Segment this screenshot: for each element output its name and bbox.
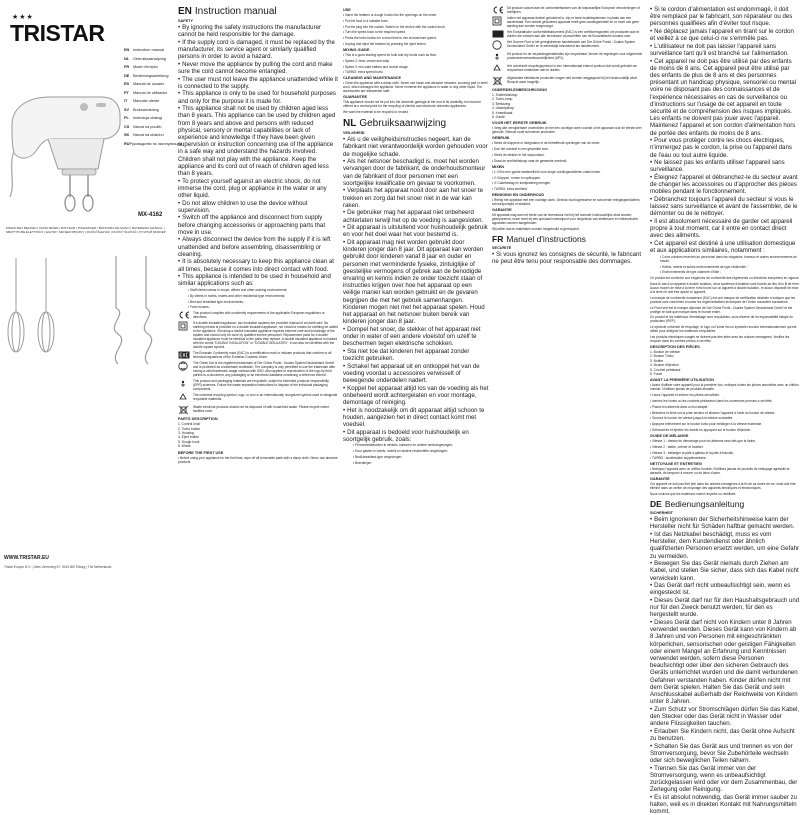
- safety-item: • Beim Ignorieren der Sicherheitshinweise kann der Hersteller nicht für Schäden haftbar gemacht werden.: [650, 516, 800, 530]
- safety-item: • Het is noodzakelijk om dit apparaat altijd schoon te houden, aangezien het in direct contact komt met voedsel.: [343, 407, 489, 429]
- language-entry: [124, 123, 172, 132]
- parts-list: [178, 422, 338, 448]
- part-item: 1. Control knob: [178, 422, 201, 427]
- safety-item: • Dieses Gerät darf nur für den Haushaltsgebrauch und nur für den Zweck benutzt werden, für den es hergestellt wurde.: [650, 597, 800, 619]
- safety-item: • This appliance shall not be used by children aged less than 8 years. This appliance can be used by children aged from 8 years and above and persons with reduced physical, sensory or mental capabilities or lack of experience and knowledge if they have been given supervision or instruction concerning use of the appliance in a safe way and understand the hazards involved. Children shall not play with the appliance. Keep the appliance and its cord out of reach of children aged less than 8 years.: [178, 105, 338, 177]
- symbol-text: Afgedankte elektrische producten mogen niet worden weggegooid bij het huishoudelijk afval. Recycle waar mogelijk.: [507, 76, 638, 84]
- mixing-step: • Vitesse 2 : battre, crémer et fouetter.: [650, 445, 800, 449]
- use-environment: • Bed&breakfast-type omgevingen;: [343, 455, 489, 459]
- use-step: • Débranchez et éjectez les fouets en appuyant sur le bouton d'éjection.: [650, 428, 800, 432]
- eac-mark-icon: [492, 30, 504, 38]
- safety-item: • If the supply cord is damaged, it must be replaced by the manufacturer, its service agent or similarly qualified persons in order to avoid a hazard.: [178, 39, 338, 61]
- safety-item: • De gebruiker mag het apparaat niet onbeheerd achterlaten terwijl het op de voeding is aangesloten.: [343, 209, 489, 223]
- safety-item: • By ignoring the safety instructions the manufacturer cannot be held responsible for the damage.: [178, 24, 338, 38]
- safety-item: • Bewegen Sie das Gerät niemals durch Ziehen am Kabel, und stellen Sie sicher, dass sich das Kabel nicht verwickeln kann.: [650, 560, 800, 582]
- mixing-step: • Speed 2: beat, cream and whip.: [343, 59, 489, 63]
- language-code: DE: [124, 73, 130, 78]
- use-step: • Draai de snelheidsknop naar de gewenste snelheid.: [492, 159, 647, 163]
- cleaning-heading: REINIGING EN ONDERHOUD: [492, 193, 545, 198]
- before-first-use-text: • Before using your appliance for the first time, wipe off all removable parts with a damp cloth. Never use abrasive products.: [178, 456, 338, 464]
- use-environment: • Hôtels, motels et autres environnements de type résidentiel ;: [650, 265, 800, 269]
- safety-item: • The user must not leave the appliance unattended while it is connected to the supply.: [178, 76, 338, 90]
- parts-list: [492, 93, 647, 119]
- language-entry: [124, 46, 172, 55]
- section-code: DE: [650, 499, 662, 510]
- safety-item: • This appliance is intended to be used in household and similar applications such as:: [178, 273, 338, 287]
- safety-heading: SÉCURITÉ: [492, 246, 512, 251]
- symbol-row: [178, 393, 338, 403]
- safety-item: • Si le cordon d'alimentation est endommagé, il doit être remplacé par le fabricant, son réparateur ou des personnes qualifiées afin d'éviter tout risque.: [650, 6, 800, 28]
- parts-list: [650, 350, 800, 376]
- recycle-icon: [178, 393, 190, 403]
- symbol-text: Indien het apparaat dubbel geïsoleerd is, zijn er twee isolatiesystemen in plaats van een aardedraad. Een dubbel geïsoleerd apparaat heeft geen aardingsmiddel en er moet ook geen aarding aan worden toegevoegd.: [507, 16, 640, 28]
- safety-item: • Cet appareil ne doit pas être utilisé par des enfants de moins de 8 ans. Cet appareil peut être utilisé par des enfants de plus de 8 ans et des personnes présentant un handicap physique, sensoriel ou mental voire ne disposant pas des connaissances et de l'expérience nécessaires en cas de surveillance ou d'instructions sur l'usage de cet appareil en toute sécurité et de compréhension des risques impliqués. Les enfants ne doivent pas jouer avec l'appareil. Maintenez l'appareil et son cordon d'alimentation hors de portée des enfants de moins de 8 ans.: [650, 58, 800, 137]
- weee-bin-icon: [492, 76, 504, 86]
- symbol-row: [492, 76, 647, 86]
- safety-item: • To protect yourself against an electric shock, do not immerse the cord, plug or appliance in the water or any other liquid.: [178, 178, 338, 200]
- language-entry: [124, 55, 172, 64]
- use-environment: • Farm houses.: [178, 305, 338, 309]
- language-code: RU: [124, 141, 130, 146]
- language-code: PT: [124, 90, 129, 95]
- symbol-text: Het Groene Punt is het geregistreerde handelsmerk van Der Grüne Punkt - Duales System Deutschland GmbH en is wereldwijd beschermd als handelsmerk.: [507, 40, 636, 48]
- green-dot-icon: [492, 40, 504, 50]
- symbol-text: Dit product voldoet aan de conformiteitseisen van de toepasselijke Europese verordeningen of richtlijnen.: [507, 6, 640, 14]
- language-name: Manual de usuario: [133, 82, 165, 86]
- model-number: MX-4162: [138, 212, 163, 218]
- language-entry: [124, 131, 172, 140]
- symbol-row: [178, 361, 338, 377]
- use-step: • Appuyez brièvement sur le bouton turbo pour mélanger à la vitesse maximale.: [650, 422, 800, 426]
- use-step: • Doe het voedsel in een geschikte kom.: [492, 147, 647, 151]
- section-title-en: [178, 6, 338, 17]
- guarantee-heading: GUARANTEE: [343, 95, 368, 100]
- language-name: Bruksanvisning: [133, 107, 159, 112]
- green-dot-icon: [178, 361, 190, 371]
- whisk-illustration: [8, 258, 54, 352]
- double-insulation-icon: [492, 16, 504, 26]
- triman-icon: [492, 52, 504, 62]
- cleaning-heading: CLEANING AND MAINTENANCE: [343, 76, 402, 81]
- use-step: • Turn the speed knob to the required speed.: [343, 30, 489, 34]
- part-item: 2. Bouton Turbo: [650, 354, 674, 359]
- part-item: 3. Behuizing: [492, 101, 511, 106]
- safety-item: • Erlauben Sie Kindern nicht, das Gerät ohne Aufsicht zu benutzen.: [650, 728, 800, 742]
- use-environment: • Personeelskeukens in winkels, kantoren en andere werkomgevingen;: [343, 443, 489, 447]
- mixing-step: • TURBO: extra snelheid.: [492, 187, 647, 191]
- symbol-text: Le symbole universel de recyclage, le logo ou l'icône est un symbole reconnu internationalement qui est utilisé pour désigner les matériaux recyclables.: [650, 325, 797, 334]
- safety-item: • It is absolutely necessary to keep this appliance clean at all times, because it comes into direct contact with food.: [178, 258, 338, 272]
- safety-item: • Schakel het apparaat uit en ontkoppel het van de voeding voordat u accessoires verwisselt of bewegende onderdelen nadert.: [343, 363, 489, 385]
- recycle-footer: We want the material to be recycled or reused.: [343, 110, 409, 115]
- use-environment: • By clients in hotels, motels and other residential type environments;: [178, 294, 338, 298]
- safety-item: • Als u de veiligheidsinstructies negeert, kan de fabrikant niet verantwoordelijk worden gehouden voor de mogelijke schade.: [343, 136, 489, 158]
- symbol-text: Dit product en de verpakkingsmaterialen zijn recyclebaar, binnen de regelingen voor uitgebreide producentenverantwoordelijkheid (UPV).: [507, 52, 643, 60]
- section-name: Instruction manual: [194, 6, 277, 17]
- use-environment: • Bed and breakfast type environments;: [178, 300, 338, 304]
- accessories-illustration: [6, 250, 170, 390]
- safety-item: • Sta niet toe dat kinderen het apparaat zonder toezicht gebruiken.: [343, 348, 489, 362]
- use-step: • Unplug and eject the beaters by pressing the eject button.: [343, 42, 489, 46]
- safety-item: • L'utilisateur ne doit pas laisser l'appareil sans surveillance tant qu'il est branché sur l'alimentation.: [650, 43, 800, 57]
- language-index: [124, 46, 182, 148]
- safety-item: • Verplaats het apparaat nooit door aan het snoer te trekken en zorg dat het snoer niet in de war kan raken.: [343, 187, 489, 209]
- language-entry: [124, 97, 172, 106]
- use-step: • Put the food in a suitable bowl.: [343, 19, 489, 23]
- recycle-footer: Wij willen dat de materialen worden hergebruikt of gerecycled.: [492, 227, 580, 232]
- guarantee-text: This appliance should not be put into the domestic garbage at the end of its durability, but must be offered at a central point for the recycling of electric and electronic domestic appliances.: [343, 100, 481, 109]
- language-name: Bedienungsanleitung: [133, 73, 169, 78]
- section-name: Bedienungsanleitung: [664, 499, 745, 510]
- safety-item: • Ne déplacez jamais l'appareil en tirant sur le cordon et veillez à ce que celui-ci ne s'emmêle pas.: [650, 28, 800, 42]
- use-step: • Insert the beaters or dough hooks into the openings on the mixer.: [343, 13, 489, 17]
- symbol-text: Het universele recyclingsymbool is een internationaal erkend symbool dat wordt gebruikt om recyclebare materialen aan te duiden.: [507, 64, 638, 72]
- section-code: NL: [343, 118, 357, 130]
- language-entry: [124, 72, 172, 81]
- mixing-step: • This is a good starting speed for bulk and dry foods such as flour.: [343, 53, 489, 57]
- symbol-text: Les produits électriques usagés ne doivent pas être jetés avec les ordures ménagères. Veuillez les recycler dans les centres prévus à cet effet.: [650, 334, 790, 343]
- part-item: 5. Crochet pétrisseur: [650, 367, 681, 372]
- use-step: • Press the turbo button for a short time to mix at maximum speed.: [343, 36, 489, 40]
- safety-item: • Pour vous protéger contre les chocs électriques, n'immergez pas le cordon, la prise ou l'appareil dans de l'eau ou tout autre liquide.: [650, 137, 800, 159]
- safety-item: • Ne laissez pas les enfants utiliser l'appareil sans surveillance.: [650, 159, 800, 173]
- use-step: • Tournez le bouton de vitesse jusqu'à la vitesse souhaitée.: [650, 416, 800, 420]
- ce-mark-icon: [178, 311, 190, 319]
- before-first-use-heading: AVANT LA PREMIÈRE UTILISATION: [650, 378, 714, 383]
- before-first-use-text: • Avant d'utiliser votre appareil pour la première fois, nettoyez toutes les pièces amovibles avec un chiffon humide. N'utilisez jamais de produits abrasifs.: [650, 383, 800, 391]
- section-title-de: [650, 499, 800, 509]
- company-address: Tristar Europe B.V. | Jules Verneweg 87, 5015 BM Tilburg | The Netherlands: [4, 565, 112, 569]
- use-environment: • Door gasten in hotels, motels en andere residentiële omgevingen;: [343, 449, 489, 453]
- part-item: 2. Turbo-knop: [492, 97, 513, 102]
- safety-item: • Il est absolument nécessaire de garder cet appareil propre à tout moment, car il entre en contact direct avec des aliments.: [650, 218, 800, 240]
- dough-hook-illustration: [114, 256, 151, 364]
- part-item: 2. Turbo button: [178, 426, 201, 431]
- use-environment: • Environnements de type chambre d'hôte ;: [650, 270, 800, 274]
- mixing-guide-heading: MIXING GUIDE: [343, 47, 370, 52]
- recycle-footer: Nous voulons que les matériaux soient recyclés ou réutilisés.: [650, 492, 737, 497]
- part-item: 6. Whisk: [178, 444, 191, 449]
- safety-item: • Schalten Sie das Gerät aus und trennen es von der Stromversorgung, bevor Sie Zubehörteile wechseln oder sich beweglichen Teilen nähern.: [650, 743, 800, 765]
- part-item: 1. Bouton de vitesse: [650, 349, 680, 354]
- mixing-step: • 2: Kloppen, romen en opkloppen.: [492, 176, 647, 180]
- part-item: 4. Bouton d'éjection: [650, 363, 679, 368]
- mixing-step: • Vitesse 1 : vitesse de démarrage pour les aliments secs tels que la farine.: [650, 439, 800, 443]
- language-entry: [124, 114, 172, 123]
- dutch-french-column: [492, 6, 647, 571]
- use-step: • Steek de stekker in het stopcontact.: [492, 153, 647, 157]
- safety-item: • Dompel het snoer, de stekker of het apparaat niet onder in water of een andere vloeistof om uzelf te beschermen tegen elektrische schokken.: [343, 326, 489, 348]
- mixing-guide-heading: GUIDE DE MÉLANGE: [650, 434, 689, 438]
- symbol-text: Le Point vert est la marque déposée de Der Grüne Punkt - Duales System Deutschland GmbH et est protégé en tant que marque dans le monde entier.: [650, 305, 793, 314]
- safety-item: • Trennen Sie das Gerät immer von der Stromversorgung, wenn es unbeaufsichtigt zurückgelassen wird oder vor dem Zusammenbau, der Zerlegung oder Reinigung.: [650, 765, 800, 794]
- language-code: ES: [124, 82, 130, 86]
- website-url: WWW.TRISTAR.EU: [4, 555, 49, 561]
- symbol-row: [492, 30, 647, 38]
- language-name: Návod na obsluhu: [133, 133, 164, 137]
- use-environment: • Staff kitchen areas in shops, offices and other working environments;: [178, 288, 338, 292]
- language-name: Mode d'emploi: [133, 65, 158, 69]
- mixing-step: • Vitesse 3 : mélanger la pâte à gâteau et la pâte à biscuits.: [650, 451, 800, 455]
- part-item: 1. Snelheidsknop: [492, 93, 518, 97]
- weee-bin-icon: [178, 405, 190, 415]
- symbol-row: [492, 64, 647, 74]
- cleaning-text: • Nettoyez l'appareil avec un chiffon humide. N'utilisez jamais de produits de nettoyage agressifs et abrasifs, de tampons à récurer ou de laine d'acier.: [650, 467, 800, 475]
- use-step: • Insérez les fouets ou les crochets pétrisseurs dans les ouvertures prévues à cet effet.: [650, 399, 800, 403]
- guarantee-text: Dit apparaat mag aan het einde van de levensduur niet bij het normale huishoudelijke afval worden gedeponeerd, maar moet bij een speciaal inzamelpunt voor hergebruik van elektrische en elektronische apparaten worden aangeboden.: [492, 213, 639, 226]
- symbol-text: Ce produit et les matériaux d'emballage sont recyclables, sous réserve de la responsabilité élargie du producteur (REP).: [650, 315, 794, 324]
- part-item: 5. Kneedhaak: [492, 110, 513, 115]
- part-item: 6. Fouet: [650, 372, 663, 377]
- mixing-step: • Speed 3: mix cake batters and cookie dough.: [343, 65, 489, 69]
- symbol-text: Dans le cas d'un appareil à double isolation, deux systèmes d'isolation sont fournis au lieu d'un fil de terre. Aucun moyen de mise à la terre n'est fourni sur un appareil à double isolation, et aucun dispositif de mise à la terre ne doit être ajouté à l'appareil.: [650, 282, 800, 294]
- language-entry: [124, 106, 172, 115]
- symbol-text: Ce produit est conforme aux exigences de conformité des règlements ou directives européens en vigueur.: [650, 276, 800, 281]
- parts-heading: ONDERDELENBESCHRIJVING: [492, 88, 548, 92]
- symbol-row: [178, 351, 338, 359]
- hand-mixer-illustration: [6, 85, 124, 213]
- safety-item: • Cet appareil est destiné à une utilisation domestique et aux applications similaires, notamment :: [650, 240, 800, 254]
- symbol-text: Waste electrical products should not be disposed of with household waste. Please recycle where facilities exist.: [193, 405, 330, 414]
- language-name: Instruction manual: [133, 48, 165, 52]
- use-step: • Branchez la fiche sur la prise secteur et allumez l'appareil à l'aide du bouton de vitesse.: [650, 411, 800, 415]
- mixing-step: • TURBO: extra speed burst.: [343, 70, 489, 74]
- symbol-row: [492, 52, 647, 62]
- symbol-text: This product complies with conformity requirements of the applicable European regulations or directives.: [193, 311, 325, 320]
- symbol-row: [178, 311, 338, 319]
- use-step: • Lavez l'appareil et séchez les pièces amovibles.: [650, 393, 800, 397]
- safety-item: • Switch off the appliance and disconnect from supply before changing accessories or approaching parts that move in use.: [178, 214, 338, 236]
- safety-item: • Éteignez l'appareil et débranchez-le du secteur avant de changer les accessoires ou d'approcher des pièces mobiles pendant le fonctionnement.: [650, 174, 800, 196]
- cleaning-heading: NETTOYAGE ET ENTRETIEN: [650, 462, 702, 467]
- safety-item: • Si vous ignorez les consignes de sécurité, le fabricant ne peut être tenu pour responsable des dommages.: [492, 251, 647, 265]
- french-german-column: [650, 6, 800, 815]
- use-step: • Put the plug into the socket. Switch on the device with the control knob.: [343, 25, 489, 29]
- use-step: • Placez les aliments dans un bol adapté.: [650, 405, 800, 409]
- brand-logo: TRISTAR: [10, 20, 105, 46]
- guarantee-heading: GARANTIE: [650, 477, 670, 482]
- triman-icon: [178, 379, 190, 389]
- before-first-use-heading: BEFORE THE FIRST USE: [178, 450, 224, 455]
- safety-item: • Koppel het apparaat altijd los van de voeding als het onbeheerd wordt achtergelaten en voor montage, demontage of reiniging.: [343, 385, 489, 407]
- mixing-step: • TURBO : accélération supplémentaire.: [650, 456, 800, 460]
- language-entry: [124, 140, 182, 149]
- language-name: Gebruiksaanwijzing: [133, 56, 166, 61]
- mixing-step: • 1: Dit is een goede startsnelheid voor droge voedingsmiddelen zoals bloem.: [492, 170, 647, 174]
- recycle-icon: [492, 64, 504, 74]
- symbol-row: [178, 405, 338, 415]
- language-code: IT: [124, 99, 128, 103]
- safety-heading: VEILIGHEID: [343, 131, 365, 136]
- symbol-text: This product and packaging materials are recyclable, subject to extended producer responsibility (EPR) schemes. Follow the waste separation instructions to dispose of the individual packaging components.: [193, 379, 329, 392]
- safety-item: • Ist das Netzkabel beschädigt, muss es vom Hersteller, dem Kundendienst oder ähnlich qualifizierten Personen ersetzt werden, um eine Gefahr zu vermeiden.: [650, 531, 800, 560]
- language-name: Manual de utilizador: [133, 90, 167, 95]
- safety-heading: SAFETY: [178, 19, 193, 23]
- language-name: Návod na použití: [133, 124, 162, 129]
- english-dutch-column: [343, 6, 489, 571]
- language-name: Руководство по эксплуатации: [129, 141, 182, 146]
- cleaning-text: • Clean the appliance with a damp cloth. Never use harsh and abrasive cleaners, scouring pad or steel wool, which damages the appliance. Never immerse the appliance in water or any other liquid. The accessories are dishwasher safe.: [343, 81, 489, 93]
- eac-mark-icon: [178, 351, 190, 359]
- language-code: SK: [124, 133, 130, 137]
- symbol-text: If a double insulated appliance, two insulation systems are provided instead of an earth wire. No earthing means is provided on a double insulated appliance, nor should a means for earthing be added to the appliance. Servicing a double insulated appliance requires extreme care and knowledge of the system and should only be done by qualified service personnel. Replacement parts for a double insulated appliance must be identical to the parts they replace. A double insulated appliance is marked with the words "DOUBLE INSULATION" or "DOUBLE INSULATED". It can also be identified with the double square symbol.: [193, 321, 338, 350]
- section-code: FR: [492, 234, 504, 245]
- safety-item: • Dieses Gerät darf nicht von Kindern unter 8 Jahren verwendet werden. Dieses Gerät kann von Kindern ab 8 Jahren und von Personen mit eingeschränkten körperlichen, sensorischen oder geistigen Fähigkeiten oder einem Mangel an Erfahrung und Kenntnissen verwendet werden, sofern diese Personen beaufsichtigt oder über den sicheren Gebrauch des Geräts unterrichtet wurden und die damit verbundenen Gefahren verstanden haben. Kinder dürfen nicht mit dem Gerät spielen. Halten Sie das Gerät und sein Anschlusskabel außerhalb der Reichweite von Kindern unter 8 Jahren.: [650, 619, 800, 705]
- symbol-row: [492, 16, 647, 28]
- use-heading: GEBRUIK: [492, 136, 510, 141]
- safety-item: • Do not allow children to use the device without supervision.: [178, 200, 338, 214]
- safety-heading: SICHERHEIT: [650, 511, 673, 516]
- safety-item: • Das Gerät darf nicht unbeaufsichtigt sein, wenn es eingesteckt ist.: [650, 582, 800, 596]
- language-code: SV: [124, 107, 130, 112]
- safety-item: • This appliance is only to be used for household purposes and only for the purpose it is made for.: [178, 90, 338, 104]
- parts-heading: PARTS DESCRIPTION: [178, 417, 218, 422]
- language-code: NL: [124, 56, 130, 61]
- part-item: 3. Boîtier: [650, 358, 664, 363]
- symbol-text: Het Euraziatische conformiteitskeurmerk (EAC) is een certificeringsmerk om producten aan te duiden die voldoen aan alle technische voorschriften van de Euraziatische douane-unie.: [507, 30, 640, 38]
- language-code: CS: [124, 124, 130, 129]
- symbol-text: The Green Dot is the registered trademark of Der Grüne Punkt - Duales System Deutschland GmbH and is protected as a trademark worldwide. The company is only permitted to use the trademark after having a valid trademark usage contract with DSD. Also applies to reproduction of the logo by third parties to a document, any packaging or an electronic database containing a reference thereof.: [193, 361, 336, 378]
- symbol-row: [492, 6, 647, 14]
- before-first-use-text: • Veeg alle verwijderbare onderdelen af met een vochtige doek voordat u het apparaat voor de eerste keer gebruikt. Gebruik nooit schurende producten.: [492, 126, 647, 134]
- language-code: EN: [124, 48, 130, 52]
- use-heading: USE: [343, 8, 351, 12]
- safety-item: • Never move the appliance by pulling the cord and make sure the cord cannot become entangled.: [178, 61, 338, 75]
- language-name: Manuale utente: [133, 99, 160, 103]
- language-code: FR: [124, 65, 130, 69]
- ce-mark-icon: [492, 6, 504, 14]
- safety-item: • Débranchez toujours l'appareil du secteur si vous le laissez sans surveillance et avant de l'assembler, de le démonter ou de le nettoyer.: [650, 196, 800, 218]
- safety-item: • Dit apparaat is uitsluitend voor huishoudelijk gebruik en voor het doel waar het voor bestemd is.: [343, 224, 489, 238]
- language-entry: [124, 89, 172, 98]
- use-step: • Steek de kloppers of deeghaken in de betreffende openingen van de mixer.: [492, 141, 647, 145]
- section-title-nl: [343, 118, 489, 129]
- safety-item: • Dit apparaat is bedoeld voor huishoudelijk en soortgelijk gebruik, zoals:: [343, 429, 489, 443]
- symbol-text: The universal recycling symbol, logo, or icon is an internationally recognized symbol used to designate recyclable materials.: [193, 393, 338, 402]
- section-name: Manuel d'instructions: [506, 234, 586, 245]
- safety-item: • Always disconnect the device from the supply if it is left unattended and before assembling, disassembling or cleaning.: [178, 236, 338, 258]
- before-first-use-heading: VOOR HET EERSTE GEBRUIK: [492, 121, 547, 126]
- section-name: Gebruiksaanwijzing: [359, 118, 447, 130]
- use-environment: • Coins cuisines réservés au personnel dans les magasins, bureaux et autres environnements de travail ;: [650, 255, 800, 263]
- language-entry: [124, 80, 172, 89]
- language-entry: [124, 63, 172, 72]
- double-insulation-icon: [178, 321, 190, 331]
- mixing-guide-heading: MIXEN: [492, 164, 505, 169]
- safety-item: • Als het netsnoer beschadigd is, moet het worden vervangen door de fabrikant, de onderhoudsmonteur van de fabrikant of door personen met een soortgelijke kwalificatie om gevaar te voorkomen.: [343, 158, 489, 187]
- part-item: 6. Garde: [492, 115, 505, 120]
- guarantee-heading: GARANTIE: [492, 208, 512, 213]
- part-item: 5. Dough hook: [178, 439, 200, 444]
- language-name: Instrukcja obsługi: [133, 116, 163, 120]
- mixing-step: • 3: Cakebeslag en koekjesdeeg mengen.: [492, 181, 647, 185]
- symbol-row: [178, 379, 338, 391]
- guarantee-text: Cet appareil ne doit pas être jeté dans les ordures ménagères à la fin de sa durée de vie, mais doit être éliminé dans un centre de recyclage des appareils électriques et électroniques.: [650, 482, 796, 491]
- cleaning-text: • Reinig het apparaat met een vochtige doek. Gebruik nooit agressieve en schurende reinigingsmiddelen, schuursponsjes of staalwol.: [492, 198, 647, 206]
- parts-heading: DESCRIPTION DES PIÈCES: [650, 344, 700, 349]
- symbol-text: The Eurasian Conformity mark (EAC) is a certification mark to indicate products that conform to all technical regulations of the Eurasian Customs Union.: [193, 351, 332, 360]
- brand-stars: ★★★: [12, 14, 34, 21]
- language-code: PL: [124, 116, 129, 120]
- section-code: EN: [178, 6, 192, 17]
- symbol-text: La marque de conformité eurasienne (EAC) est une marque de certification destinée à indiquer que les produits sont conformes à toutes les réglementations techniques de l'Union douanière eurasienne.: [650, 295, 796, 304]
- use-environment: • Boerderijen.: [343, 461, 489, 465]
- part-item: 3. Housing: [178, 431, 194, 435]
- cover-panel: [0, 0, 182, 575]
- safety-item: • Dit apparaat mag niet worden gebruikt door kinderen jonger dan 8 jaar. Dit apparaat kan worden gebruikt door kinderen vanaf 8 jaar en ouder en personen met verminderde fysieke, zintuiglijke of geestelijke vermogens of gebrek aan de benodigde ervaring en kennis indien ze onder toezicht staan of instructies krijgen over hoe het apparaat op een veilige manier kan worden gebruikt en de gevaren begrijpen die met het gebruik samenhangen. Kinderen mogen niet met het apparaat spelen. Houd het apparaat en het netsnoer buiten bereik van kinderen jonger dan 8 jaar.: [343, 239, 489, 325]
- safety-item: • Zum Schutz vor Stromschlägen dürfen Sie das Kabel, den Stecker oder das Gerät nicht in Wasser oder andere Flüssigkeiten tauchen.: [650, 706, 800, 728]
- section-title-fr: [492, 234, 647, 244]
- multilanguage-product-title: MIXER MET BEKKEN | HAND MIXER | BATTEUR | HANDMIXER | BATIDORA DE MANO | BATEDEIRA MANUAL | SBATTITORE ELETTRICO | ELVISP | MIKSER RĘCZNY | RUČNÍ ŠLEHAČ | RUČNÝ ŠĽAHAČ | РУЧНОЙ МИКСЕР: [6, 226, 166, 235]
- part-item: 4. Uitwerpknop: [492, 106, 514, 111]
- safety-item: • Es ist absolut notwendig, das Gerät immer sauber zu halten, weil es in direkten Kontakt mit Nahrungsmitteln kommt.: [650, 794, 800, 815]
- english-column: [178, 6, 338, 571]
- part-item: 4. Eject button: [178, 435, 200, 440]
- symbol-row: [492, 40, 647, 50]
- symbol-row: [178, 321, 338, 349]
